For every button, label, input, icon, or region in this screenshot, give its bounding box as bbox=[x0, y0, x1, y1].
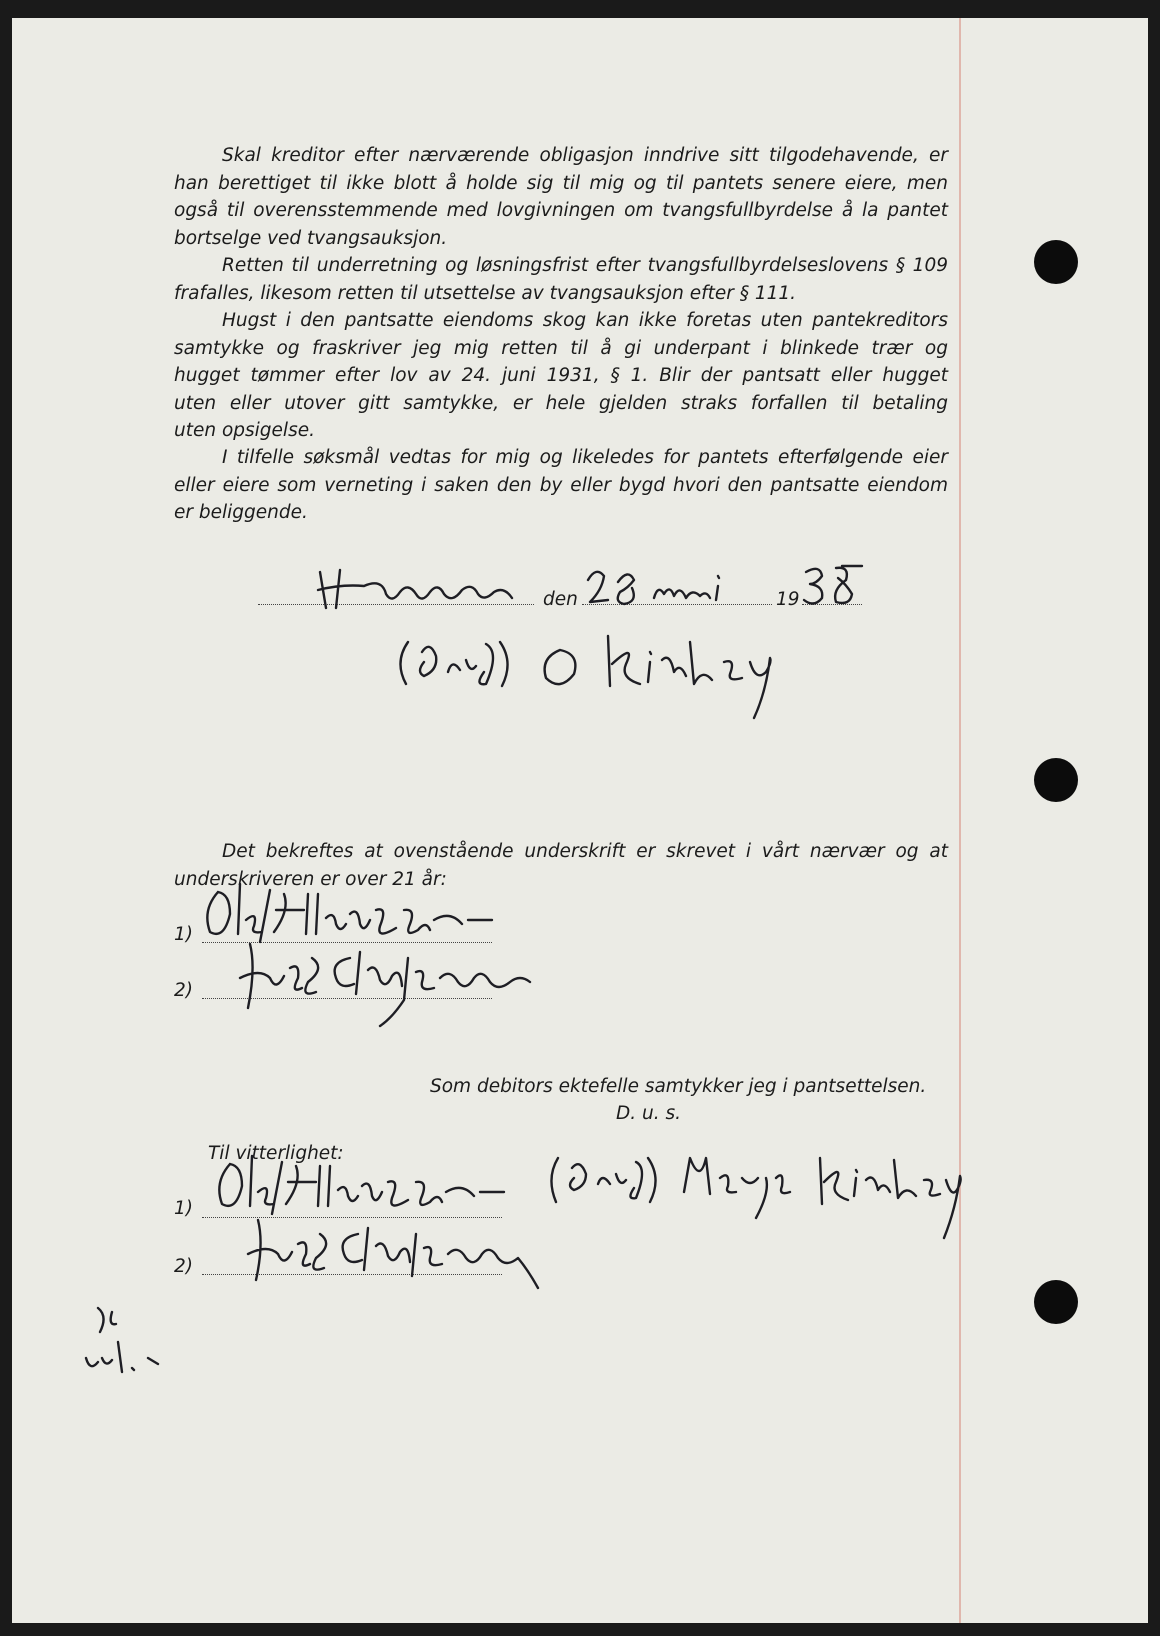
text-line: er beliggende. bbox=[174, 502, 308, 523]
den-label: den bbox=[543, 589, 578, 610]
text-line: uten opsigelse. bbox=[174, 420, 315, 441]
year-prefix: 19 bbox=[776, 589, 800, 610]
text-line: uten eller utover gitt samtykke, er hele gjelden straks forfallen til betaling bbox=[174, 392, 948, 414]
text-line: Skal kreditor efter nærværende obligasjon inndrive sitt tilgodehavende, er bbox=[222, 145, 948, 166]
witness-number-2: 2) bbox=[174, 980, 193, 1001]
punch-hole-middle bbox=[1034, 758, 1078, 802]
debtor-signature bbox=[390, 622, 810, 732]
text-line: han berettiget til ikke blott å holde sig til mig og til pantets senere eiere, men bbox=[174, 172, 948, 194]
text-line: eller eiere som verneting i saken den by eller bygd hvori den pantsatte eiendom bbox=[174, 474, 948, 496]
handwritten-year bbox=[802, 562, 872, 612]
document-page bbox=[12, 18, 1148, 1623]
paragraph-kreditor bbox=[174, 142, 948, 252]
text-line: Det bekreftes at ovenstående underskrift er skrevet i vårt nærvær og at bbox=[222, 841, 948, 862]
paragraph-hugst bbox=[174, 307, 948, 445]
text-line: også til overensstemmende med lovgivningen om tvangsfullbyrdelse å la pantet bbox=[174, 200, 948, 221]
text-line: frafalles, likesom retten til utsettelse av tvangsauksjon efter § 111. bbox=[174, 282, 797, 304]
text-line: bortselge ved tvangsauksjon. bbox=[174, 227, 448, 249]
witness-number-1: 1) bbox=[174, 924, 193, 945]
vitterlighet-signature-1 bbox=[212, 1152, 552, 1222]
text-line: Hugst i den pantsatte eiendoms skog kan ikke foretas uten pantekreditors bbox=[222, 310, 948, 331]
dus-text: D. u. s. bbox=[616, 1103, 682, 1124]
paragraph-underretning bbox=[174, 252, 948, 307]
text-line: Retten til underretning og løsningsfrist efter tvangsfullbyrdelseslovens § 109 bbox=[222, 255, 948, 276]
witness-signature-2 bbox=[230, 938, 560, 1028]
vitterlighet-signature-2 bbox=[238, 1214, 558, 1294]
spouse-consent-text: Som debitors ektefelle samtykker jeg i pantsettelsen. bbox=[430, 1076, 927, 1097]
handwritten-date bbox=[584, 562, 764, 612]
vitterlighet-number-1: 1) bbox=[174, 1198, 193, 1219]
margin-initials bbox=[78, 1302, 178, 1392]
paragraph-verneting bbox=[174, 444, 948, 527]
handwritten-place bbox=[312, 564, 522, 614]
vitterlighet-label: Til vitterlighet: bbox=[208, 1143, 344, 1164]
punch-hole-top bbox=[1034, 240, 1078, 284]
text-line: hugget tømmer efter lov av 24. juni 1931, § 1. Blir der pantsatt eller hugget bbox=[174, 365, 948, 386]
text-line: samtykke og fraskriver jeg mig retten til å gi underpant i blinkede trær og bbox=[174, 337, 948, 359]
margin-rule bbox=[959, 18, 961, 1623]
vitterlighet-number-2: 2) bbox=[174, 1256, 193, 1277]
text-line: underskriveren er over 21 år: bbox=[174, 868, 447, 890]
spouse-signature bbox=[544, 1148, 964, 1248]
text-line: I tilfelle søksmål vedtas for mig og likeledes for pantets efterfølgende eier bbox=[222, 447, 948, 468]
punch-hole-bottom bbox=[1034, 1280, 1078, 1324]
